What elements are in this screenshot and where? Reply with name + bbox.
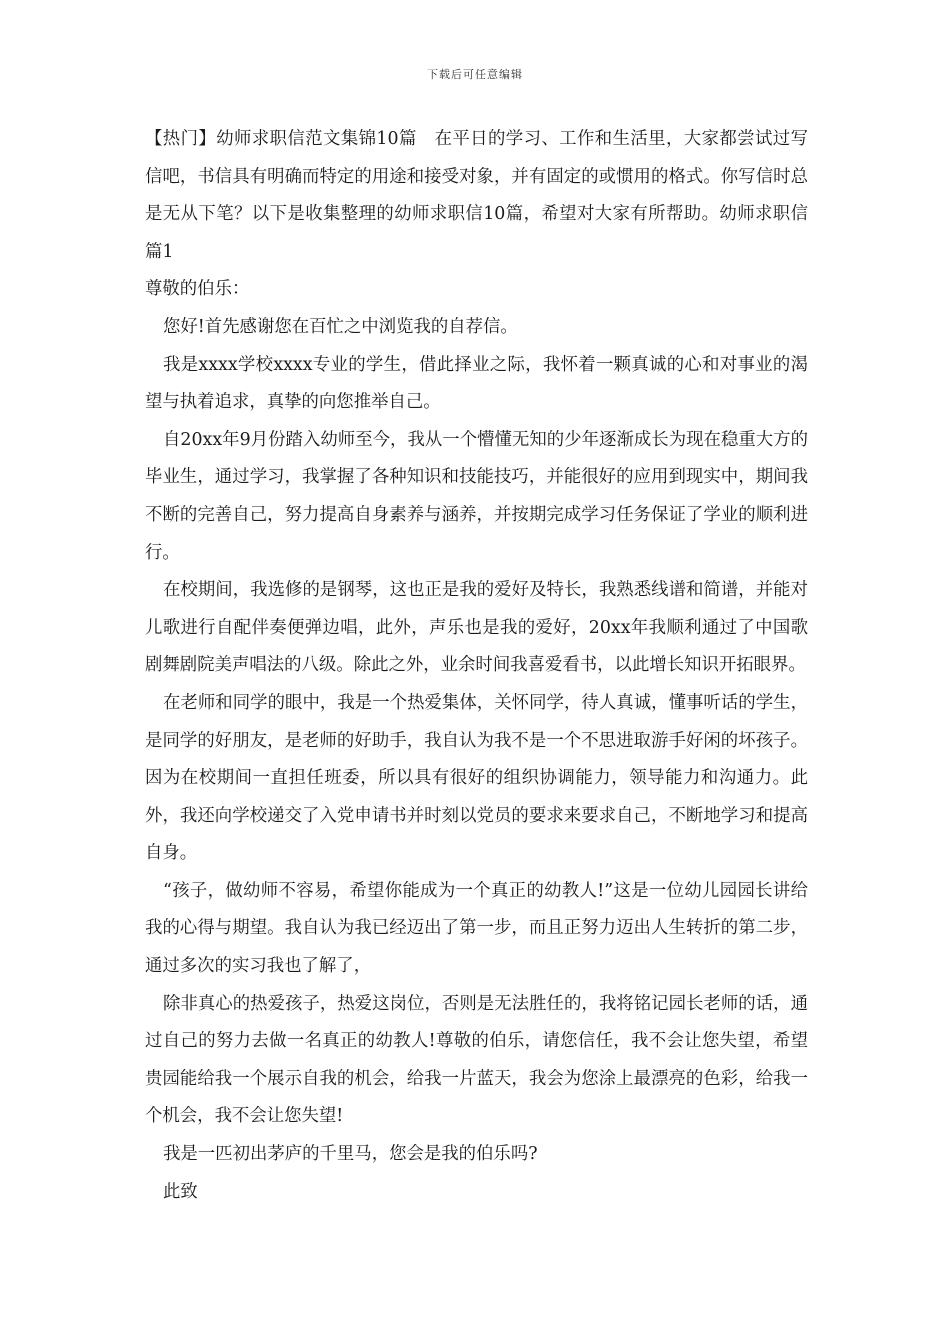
body-paragraph-closing-question: 我是一匹初出茅庐的千里马，您会是我的伯乐吗?: [163, 1144, 538, 1165]
body-paragraph-greeting: 您好!首先感谢您在百忙之中浏览我的自荐信。: [163, 316, 518, 337]
salutation: 尊敬的伯乐：: [145, 279, 250, 300]
body-paragraph-skills: 在校期间，我选修的是钢琴，这也正是我的爱好及特长，我熟悉线谱和简谱，并能对儿歌进行自配伴奏便弹边唱，此外，声乐也是我的爱好，20xx年我顺利通过了中国歌剧舞剧院美声唱法的八级。除此之外，业余时间我喜爱看书，以此增长知识开拓眼界。: [145, 580, 808, 676]
header-note: 下载后可任意编辑: [427, 68, 523, 81]
closing-salutation: 此致: [163, 1181, 198, 1202]
body-paragraph-commitment: 除非真心的热爱孩子，热爱这岗位，否则是无法胜任的，我将铭记园长老师的话，通过自己的努力去做一名真正的幼教人!尊敬的伯乐，请您信任，我不会让您失望，希望贵园能给我一个展示自我的机会，给我一片蓝天，我会为您涂上最漂亮的色彩，给我一个机会，我不会让您失望!: [145, 993, 808, 1127]
body-paragraph-introduction: 我是xxxx学校xxxx专业的学生，借此择业之际，我怀着一颗真诚的心和对事业的渴望与执着追求，真挚的向您推举自己。: [145, 354, 808, 413]
document-body: [145, 121, 808, 1211]
body-paragraph-character: 在老师和同学的眼中，我是一个热爱集体，关怀同学，待人真诚，懂事听话的学生，是同学的好朋友，是老师的好助手，我自认为我不是一个不思进取游手好闲的坏孩子。因为在校期间一直担任班委，所以具有很好的组织协调能力，领导能力和沟通力。此外，我还向学校递交了入党申请书并时刻以党员的要求来要求自己，不断地学习和提高自身。: [145, 692, 808, 864]
body-paragraph-study: 自20xx年9月份踏入幼师至今，我从一个懵懂无知的少年逐渐成长为现在稳重大方的毕业生，通过学习，我掌握了各种知识和技能技巧，并能很好的应用到现实中，期间我不断的完善自己，努力提高自身素养与涵养，并按期完成学习任务保证了学业的顺利进行。: [145, 429, 808, 563]
intro-paragraph: 【热门】幼师求职信范文集锦10篇 在平日的学习、工作和生活里，大家都尝试过写信吧，书信具有明确而特定的用途和接受对象，并有固定的或惯用的格式。你写信时总是无从下笔？以下是收集整理的幼师求职信10篇，希望对大家有所帮助。幼师求职信 篇1: [145, 129, 808, 262]
body-paragraph-quote: “孩子，做幼师不容易，希望你能成为一个真正的幼教人!”这是一位幼儿园园长讲给我的心得与期望。我自认为我已经迈出了第一步，而且正努力迈出人生转折的第二步，通过多次的实习我也了解了，: [145, 880, 808, 977]
